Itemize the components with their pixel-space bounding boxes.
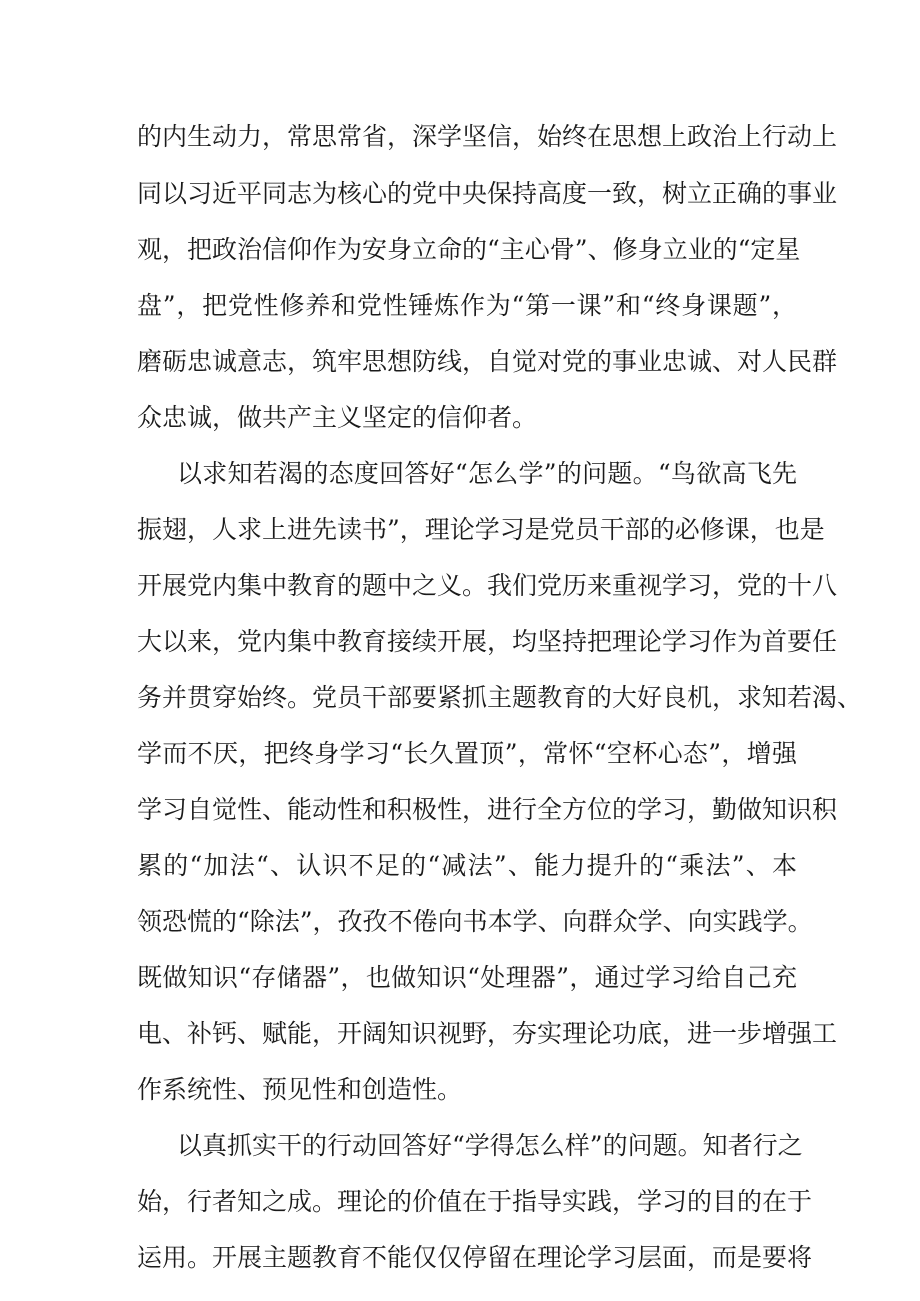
paragraph-line: 观，把政治信仰作为安身立命的“主心骨”、修身立业的“定星 (137, 235, 801, 264)
paragraph-line: 以求知若渴的态度回答好“怎么学”的问题。“鸟欲高飞先 (177, 459, 797, 488)
paragraph-line: 磨砺忠诚意志，筑牢思想防线，自觉对党的事业忠诚、对人民群 (137, 347, 838, 376)
paragraph-line: 振翅，人求上进先读书”，理论学习是党员干部的必修课，也是 (137, 515, 825, 544)
paragraph-line: 累的“加法“、认识不足的“减法”、能力提升的“乘法”、本 (137, 851, 797, 880)
paragraph-line: 学习自觉性、能动性和积极性，进行全方位的学习，勤做知识积 (137, 795, 838, 824)
paragraph-line: 众忠诚，做共产主义坚定的信仰者。 (137, 403, 538, 432)
paragraph-line: 作系统性、预见性和创造性。 (137, 1075, 463, 1104)
paragraph-line: 的内生动力，常思常省，深学坚信，始终在思想上政治上行动上 (137, 122, 838, 151)
paragraph-line: 开展党内集中教育的题中之义。我们党历来重视学习，党的十八 (137, 571, 838, 600)
paragraph-line: 大以来，党内集中教育接续开展，均坚持把理论学习作为首要任 (137, 627, 838, 656)
paragraph-line: 学而不厌，把终身学习“长久置顶”，常怀“空杯心态”，增强 (137, 739, 797, 768)
paragraph-line: 盘”，把党性修养和党性锤炼作为“第一课”和“终身课题”， (137, 291, 797, 320)
paragraph-line: 始，行者知之成。理论的价值在于指导实践，学习的目的在于 (137, 1187, 813, 1216)
paragraph-line: 运用。开展主题教育不能仅仅停留在理论学习层面，而是要将 (137, 1243, 813, 1272)
paragraph-line: 同以习近平同志为核心的党中央保持高度一致，树立正确的事业 (137, 179, 838, 208)
paragraph-line: 既做知识“存储器”，也做知识“处理器”，通过学习给自己充 (137, 963, 797, 992)
paragraph-line: 以真抓实干的行动回答好“学得怎么样”的问题。知者行之 (177, 1131, 803, 1160)
paragraph-line: 领恐慌的“除法”，孜孜不倦向书本学、向群众学、向实践学。 (137, 907, 813, 936)
paragraph-line: 务并贯穿始终。党员干部要紧抓主题教育的大好良机，求知若渴、 (137, 683, 863, 712)
paragraph-line: 电、补钙、赋能，开阔知识视野，夯实理论功底，进一步增强工 (137, 1019, 838, 1048)
